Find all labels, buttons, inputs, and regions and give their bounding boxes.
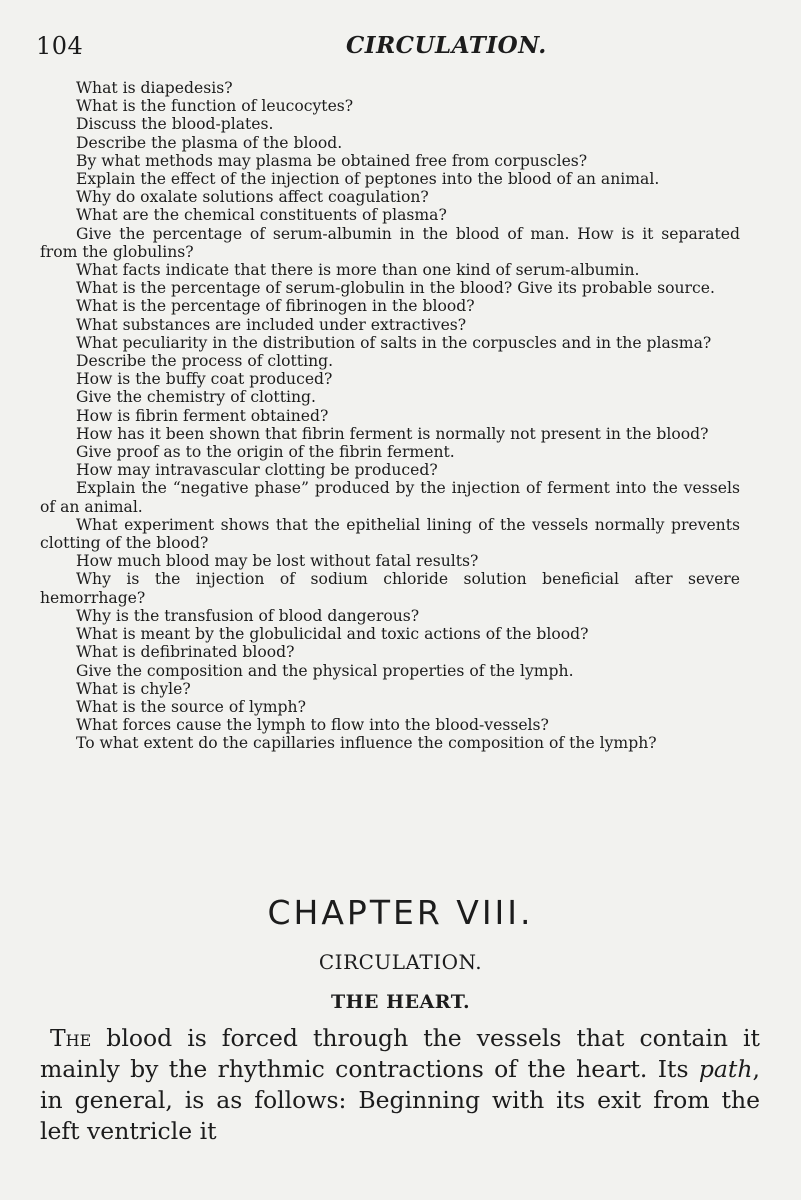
body-text-part: , in general, is as follows: Beginning with its exit from the left ventricle it [40, 1055, 760, 1145]
question-item: Why do oxalate solutions affect coagulation? [76, 188, 429, 207]
question-item: How is the buffy coat produced? [76, 370, 333, 389]
question-item: How may intravascular clotting be produced? [76, 461, 438, 480]
lead-word: The [50, 1024, 92, 1052]
question-item: Explain the effect of the injection of peptones into the blood of an animal. [76, 170, 660, 189]
question-item: What are the chemical constituents of plasma? [76, 206, 447, 225]
question-item: What experiment shows that the epithelial lining of the vessels normally prevents clotting of the blood? [40, 515, 740, 553]
italic-term: path [698, 1055, 753, 1083]
body-paragraph [40, 1023, 760, 1147]
question-item: Describe the process of clotting. [76, 352, 334, 371]
question-item: Give the composition and the physical properties of the lymph. [76, 661, 574, 680]
question-item: Why is the transfusion of blood dangerous? [76, 606, 420, 625]
body-text-part: blood is forced through the vessels that contain it mainly by the rhythmic contractions of the heart. Its [40, 1024, 760, 1083]
page-number: 104 [36, 32, 84, 60]
question-item: What is chyle? [76, 679, 191, 698]
question-item: What is the function of leucocytes? [76, 97, 354, 116]
question-item: Give the chemistry of clotting. [76, 388, 316, 407]
running-head [36, 32, 766, 66]
chapter-heading: CHAPTER VIII. [267, 893, 534, 932]
question-item: What is the percentage of serum-globulin in the blood? Give its probable source. [76, 279, 715, 298]
question-item: Give the percentage of serum-albumin in the blood of man. How is it separated from the globulins? [40, 224, 740, 261]
question-item: Why is the injection of sodium chloride solution beneficial after severe hemorrhage? [40, 570, 740, 607]
question-item: What is the source of lymph? [76, 697, 306, 716]
question-item: Explain the “negative phase” produced by the injection of ferment into the vessels of an animal. [40, 479, 740, 516]
question-item: What is meant by the globulicidal and toxic actions of the blood? [76, 625, 589, 644]
question-item: Discuss the blood-plates. [76, 115, 274, 134]
running-title: CIRCULATION. [346, 32, 547, 59]
section-heading: CIRCULATION. [318, 950, 483, 974]
question-item: What is the percentage of fibrinogen in the blood? [76, 297, 475, 316]
question-item: What is defibrinated blood? [76, 643, 295, 662]
question-item: What peculiarity in the distribution of salts in the corpuscles and in the plasma? [76, 333, 712, 352]
review-questions-list [40, 79, 740, 753]
question-item: What forces cause the lymph to flow into the blood-vessels? [76, 716, 549, 735]
question-item: What is diapedesis? [76, 79, 233, 97]
question-item: Describe the plasma of the blood. [76, 133, 343, 152]
question-item: To what extent do the capillaries influence the composition of the lymph? [76, 734, 657, 753]
question-item: What facts indicate that there is more than one kind of serum-albumin. [76, 261, 640, 280]
question-item: How has it been shown that fibrin ferment is normally not present in the blood? [76, 424, 709, 443]
subsection-heading: THE HEART. [330, 991, 471, 1013]
question-item: How much blood may be lost without fatal results? [76, 552, 479, 571]
question-item: How is fibrin ferment obtained? [76, 406, 329, 425]
question-item: Give proof as to the origin of the fibrin ferment. [76, 443, 455, 462]
question-item: What substances are included under extractives? [76, 315, 467, 334]
question-item: By what methods may plasma be obtained free from corpuscles? [76, 151, 588, 170]
